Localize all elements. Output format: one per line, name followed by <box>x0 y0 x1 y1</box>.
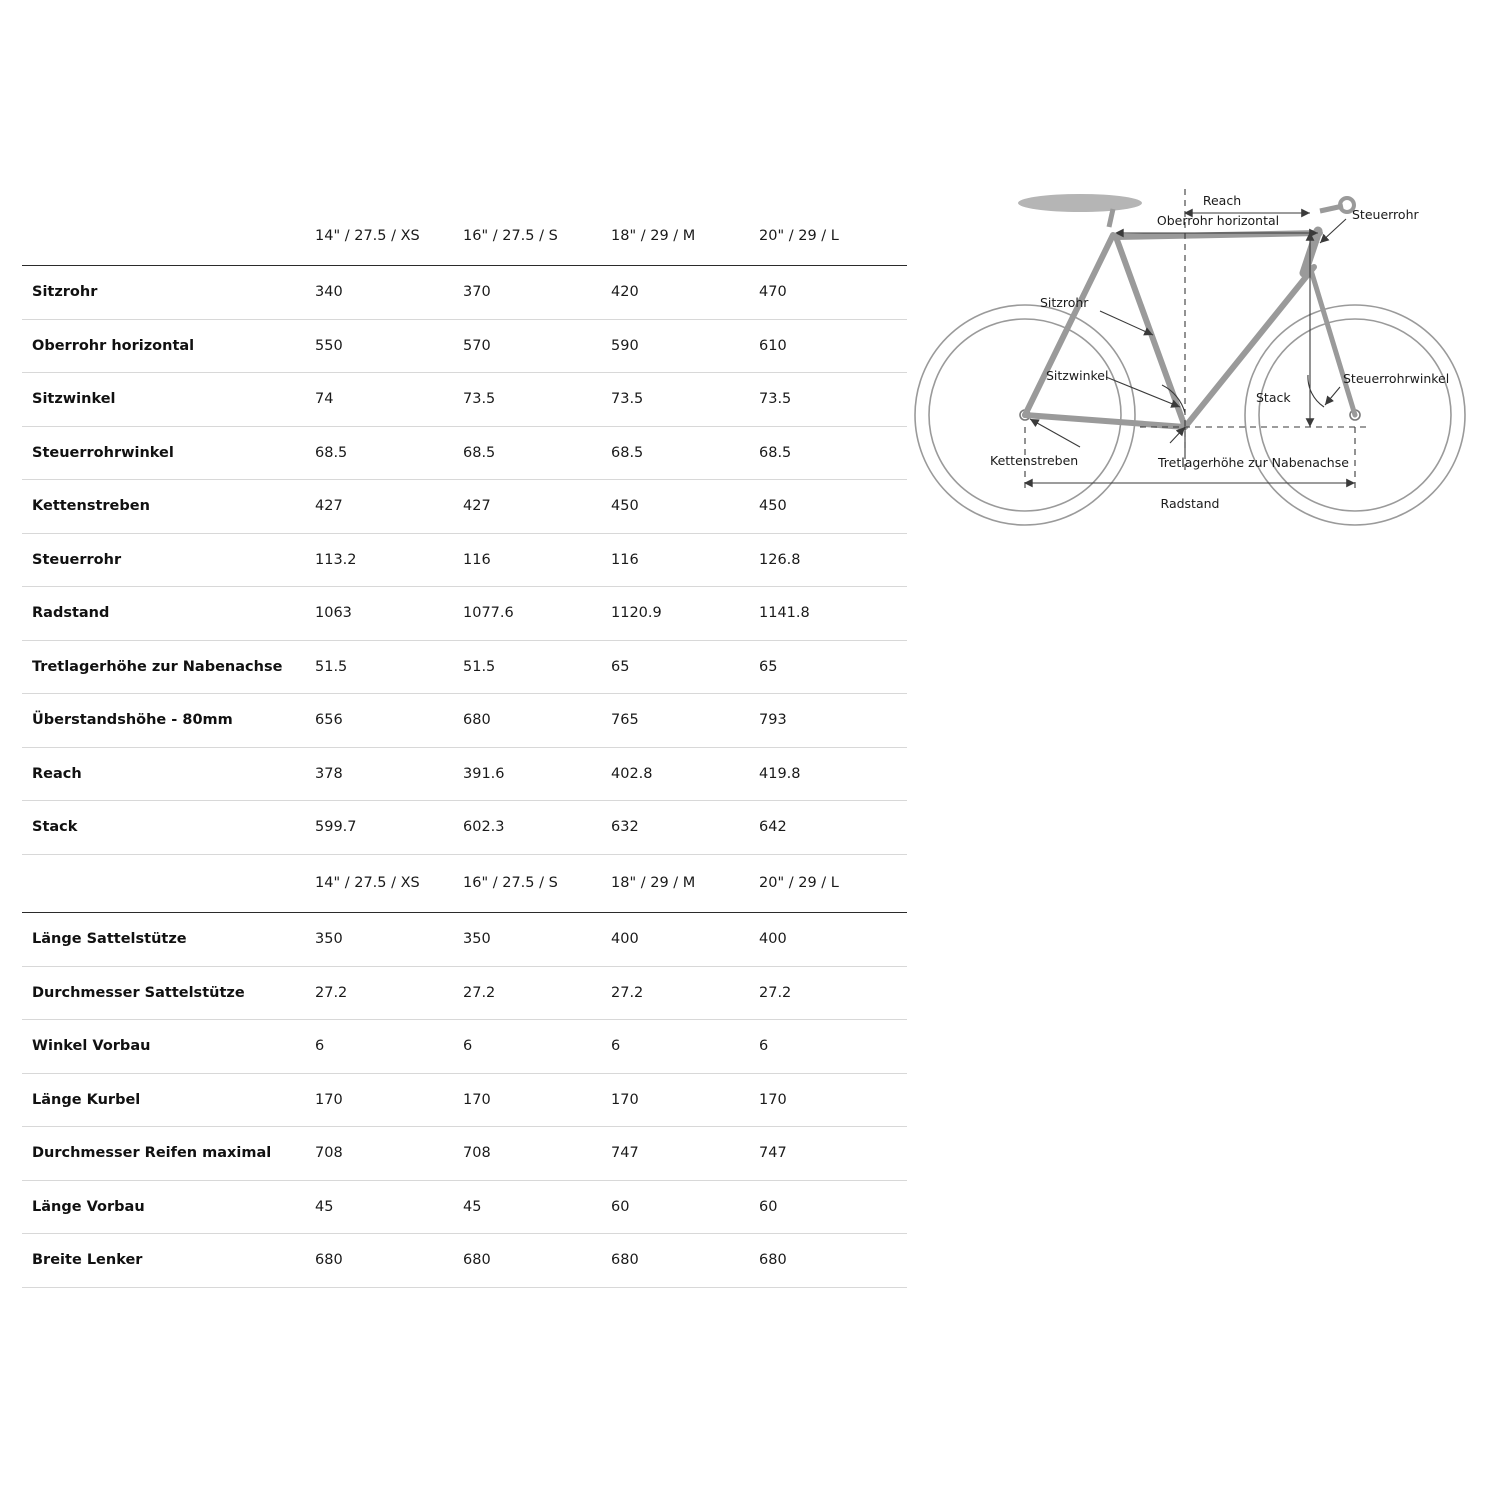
cell-value: 73.5 <box>759 373 907 427</box>
cell-value: 708 <box>463 1127 611 1181</box>
cell-value: 27.2 <box>611 966 759 1020</box>
row-label: Tretlagerhöhe zur Nabenachse <box>22 640 315 694</box>
row-label: Länge Sattelstütze <box>22 913 315 967</box>
cell-value: 170 <box>611 1073 759 1127</box>
table-row <box>22 694 907 748</box>
table-row <box>22 1234 907 1288</box>
cell-value: 6 <box>463 1020 611 1074</box>
cell-value: 378 <box>315 747 463 801</box>
cell-value: 747 <box>611 1127 759 1181</box>
column-header-m: 18" / 29 / M <box>611 215 759 266</box>
cell-value: 680 <box>463 694 611 748</box>
table-row <box>22 373 907 427</box>
cell-value: 450 <box>611 480 759 534</box>
cell-value: 1120.9 <box>611 587 759 641</box>
cell-value: 170 <box>463 1073 611 1127</box>
cell-value: 68.5 <box>611 426 759 480</box>
table-header <box>22 862 907 913</box>
row-label: Länge Kurbel <box>22 1073 315 1127</box>
cell-value: 402.8 <box>611 747 759 801</box>
cell-value: 68.5 <box>315 426 463 480</box>
cell-value: 708 <box>315 1127 463 1181</box>
row-label: Steuerrohrwinkel <box>22 426 315 480</box>
row-label: Stack <box>22 801 315 855</box>
table-row <box>22 480 907 534</box>
frame-geometry-table <box>22 215 907 855</box>
cell-value: 590 <box>611 319 759 373</box>
cell-value: 65 <box>759 640 907 694</box>
cell-value: 470 <box>759 266 907 320</box>
column-header-label <box>22 862 315 913</box>
table-row <box>22 1127 907 1181</box>
table-header-row <box>22 215 907 266</box>
cell-value: 680 <box>315 1234 463 1288</box>
cell-value: 6 <box>611 1020 759 1074</box>
cell-value: 420 <box>611 266 759 320</box>
cell-value: 68.5 <box>759 426 907 480</box>
cell-value: 747 <box>759 1127 907 1181</box>
cell-value: 350 <box>463 913 611 967</box>
cell-value: 113.2 <box>315 533 463 587</box>
column-header-l: 20" / 29 / L <box>759 862 907 913</box>
cell-value: 419.8 <box>759 747 907 801</box>
table-row <box>22 801 907 855</box>
table-row <box>22 1180 907 1234</box>
cell-value: 65 <box>611 640 759 694</box>
cell-value: 450 <box>759 480 907 534</box>
cell-value: 1063 <box>315 587 463 641</box>
column-header-s: 16" / 27.5 / S <box>463 215 611 266</box>
row-label: Durchmesser Reifen maximal <box>22 1127 315 1181</box>
cell-value: 73.5 <box>611 373 759 427</box>
label-tretlagerhoehe: Tretlagerhöhe zur Nabenachse <box>1158 455 1349 470</box>
cell-value: 27.2 <box>759 966 907 1020</box>
table-header <box>22 215 907 266</box>
label-kettenstreben: Kettenstreben <box>990 453 1079 468</box>
row-label: Sitzrohr <box>22 266 315 320</box>
cell-value: 6 <box>759 1020 907 1074</box>
cell-value: 610 <box>759 319 907 373</box>
cell-value: 1141.8 <box>759 587 907 641</box>
row-label: Kettenstreben <box>22 480 315 534</box>
column-header-l: 20" / 29 / L <box>759 215 907 266</box>
cell-value: 400 <box>611 913 759 967</box>
row-label: Überstandshöhe - 80mm <box>22 694 315 748</box>
table-row <box>22 426 907 480</box>
column-header-label <box>22 215 315 266</box>
cell-value: 340 <box>315 266 463 320</box>
cell-value: 170 <box>759 1073 907 1127</box>
table-row <box>22 587 907 641</box>
cell-value: 60 <box>759 1180 907 1234</box>
cell-value: 765 <box>611 694 759 748</box>
cell-value: 116 <box>463 533 611 587</box>
table-header-row <box>22 862 907 913</box>
column-header-m: 18" / 29 / M <box>611 862 759 913</box>
cell-value: 680 <box>611 1234 759 1288</box>
cell-value: 599.7 <box>315 801 463 855</box>
cell-value: 68.5 <box>463 426 611 480</box>
cell-value: 632 <box>611 801 759 855</box>
row-label: Steuerrohr <box>22 533 315 587</box>
cell-value: 656 <box>315 694 463 748</box>
table-body <box>22 266 907 855</box>
cell-value: 427 <box>463 480 611 534</box>
bike-wheels <box>915 305 1465 525</box>
cell-value: 370 <box>463 266 611 320</box>
table-row <box>22 533 907 587</box>
cell-value: 602.3 <box>463 801 611 855</box>
components-table <box>22 862 907 1288</box>
table-row <box>22 913 907 967</box>
cell-value: 170 <box>315 1073 463 1127</box>
table-row <box>22 640 907 694</box>
column-header-xs: 14" / 27.5 / XS <box>315 862 463 913</box>
cell-value: 642 <box>759 801 907 855</box>
cell-value: 400 <box>759 913 907 967</box>
cell-value: 680 <box>759 1234 907 1288</box>
bike-frame <box>1025 231 1355 427</box>
row-label: Durchmesser Sattelstütze <box>22 966 315 1020</box>
row-label: Breite Lenker <box>22 1234 315 1288</box>
cell-value: 51.5 <box>315 640 463 694</box>
column-header-xs: 14" / 27.5 / XS <box>315 215 463 266</box>
cell-value: 680 <box>463 1234 611 1288</box>
bike-geometry-diagram <box>900 175 1480 545</box>
cell-value: 1077.6 <box>463 587 611 641</box>
label-reach: Reach <box>1202 193 1242 208</box>
table-row <box>22 747 907 801</box>
cell-value: 126.8 <box>759 533 907 587</box>
table-row <box>22 319 907 373</box>
label-radstand: Radstand <box>1160 496 1220 511</box>
cell-value: 45 <box>463 1180 611 1234</box>
table-row <box>22 1073 907 1127</box>
cell-value: 74 <box>315 373 463 427</box>
cell-value: 570 <box>463 319 611 373</box>
label-steuerrohrwinkel: Steuerrohrwinkel <box>1343 371 1450 386</box>
label-sitzrohr: Sitzrohr <box>1040 295 1089 310</box>
cell-value: 73.5 <box>463 373 611 427</box>
table-body <box>22 913 907 1288</box>
cell-value: 27.2 <box>315 966 463 1020</box>
label-oberrohr-horizontal: Oberrohr horizontal <box>1156 213 1280 228</box>
cell-value: 427 <box>315 480 463 534</box>
cell-value: 51.5 <box>463 640 611 694</box>
row-label: Länge Vorbau <box>22 1180 315 1234</box>
row-label: Radstand <box>22 587 315 641</box>
table-row <box>22 266 907 320</box>
cell-value: 391.6 <box>463 747 611 801</box>
table-row <box>22 966 907 1020</box>
row-label: Winkel Vorbau <box>22 1020 315 1074</box>
table-row <box>22 1020 907 1074</box>
cell-value: 116 <box>611 533 759 587</box>
row-label: Oberrohr horizontal <box>22 319 315 373</box>
label-stack: Stack <box>1256 390 1291 405</box>
column-header-s: 16" / 27.5 / S <box>463 862 611 913</box>
label-sitzwinkel: Sitzwinkel <box>1046 368 1109 383</box>
row-label: Sitzwinkel <box>22 373 315 427</box>
cell-value: 793 <box>759 694 907 748</box>
cell-value: 550 <box>315 319 463 373</box>
cell-value: 6 <box>315 1020 463 1074</box>
label-steuerrohr: Steuerrohr <box>1352 207 1419 222</box>
cell-value: 45 <box>315 1180 463 1234</box>
row-label: Reach <box>22 747 315 801</box>
cell-value: 350 <box>315 913 463 967</box>
cell-value: 60 <box>611 1180 759 1234</box>
cell-value: 27.2 <box>463 966 611 1020</box>
